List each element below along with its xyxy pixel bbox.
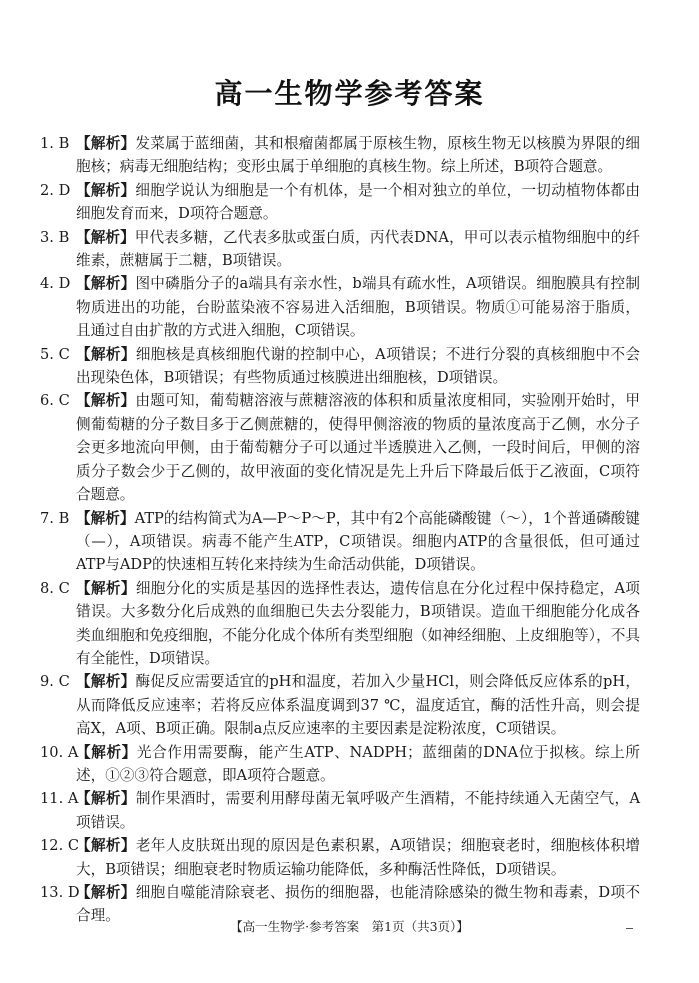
answer-number: 6. C — [40, 392, 70, 410]
analysis-text: ATP的结构简式为A—P～P～P，其中有2个高能磷酸键（～），1个普通磷酸键（—），A项错误。病毒不能产生ATP，C项错误。细胞内ATP的含量很低，但可通过ATP与ADP的快速相互转化来持续为生命活动供能，D项错误。 — [76, 509, 640, 574]
answer-item — [40, 132, 640, 179]
analysis-text: 细胞自噬能清除衰老、损伤的细胞器，也能清除感染的微生物和毒素，D项不合理。 — [76, 884, 640, 925]
analysis-text: 图中磷脂分子的a端具有亲水性，b端具有疏水性，A项错误。细胞膜具有控制物质进出的功能，台盼蓝染液不容易进入活细胞，B项错误。物质①可能易溶于脂质，且通过自由扩散的方式进入细胞，C项错误。 — [76, 275, 640, 340]
answer-number: 3. B — [40, 228, 70, 246]
analysis-tag: 【解析】 — [76, 345, 136, 363]
analysis-tag: 【解析】 — [76, 579, 136, 597]
page-title: 高一生物学参考答案 — [214, 77, 485, 110]
answer-list — [40, 132, 640, 928]
analysis-tag: 【解析】 — [76, 884, 136, 901]
answer-item — [40, 834, 640, 881]
analysis-tag: 【解析】 — [76, 673, 136, 691]
answer-item — [40, 343, 640, 390]
analysis-tag: 【解析】 — [76, 509, 135, 527]
analysis-tag: 【解析】 — [76, 181, 136, 199]
answer-number: 10. A — [40, 743, 79, 761]
answer-item — [40, 670, 640, 740]
analysis-text: 发菜属于蓝细菌，其和根瘤菌都属于原核生物，原核生物无以核膜为界限的细胞核；病毒无细胞结构；变形虫属于单细胞的真核生物。综上所述，B项符合题意。 — [76, 135, 640, 176]
page-footer: 【高一生物学·参考答案 第1页（共3页）】 — [230, 919, 469, 934]
answer-number: 4. D — [40, 275, 71, 293]
answer-item — [40, 272, 640, 342]
analysis-text: 光合作用需要酶，能产生ATP、NADPH；蓝细菌的DNA位于拟核。综上所述，①②③符合题意，即A项符合题意。 — [76, 743, 640, 784]
analysis-tag: 【解析】 — [76, 275, 136, 293]
analysis-tag: 【解析】 — [76, 837, 136, 855]
answer-item — [40, 389, 640, 506]
analysis-text: 细胞核是真核细胞代谢的控制中心，A项错误；不进行分裂的真核细胞中不会出现染色体，B项错误；有些物质通过核膜进出细胞核，D项错误。 — [76, 345, 640, 387]
answer-number: 13. D — [40, 884, 80, 901]
answer-number: 12. C — [40, 837, 80, 855]
answer-number: 1. B — [40, 135, 70, 152]
analysis-tag: 【解析】 — [76, 790, 136, 808]
analysis-tag: 【解析】 — [76, 135, 136, 152]
answer-item — [40, 577, 640, 671]
answer-item — [40, 507, 640, 577]
analysis-text: 由题可知，葡萄糖溶液与蔗糖溶液的体积和质量浓度相同，实验刚开始时，甲侧葡萄糖的分子数目多于乙侧蔗糖的，使得甲侧溶液的物质的量浓度高于乙侧，水分子会更多地流向甲侧，由于葡萄糖分子可以通过半透膜进入乙侧，一段时间后，甲侧的溶质分子数会少于乙侧的，故甲液面的变化情况是先上升后下降最后低于乙液面，C项符合题意。 — [76, 392, 640, 504]
analysis-text: 制作果酒时，需要利用酵母菌无氧呼吸产生酒精，不能持续通入无菌空气，A项错误。 — [76, 790, 640, 831]
answer-number: 5. C — [40, 345, 70, 363]
analysis-text: 细胞分化的实质是基因的选择性表达，遗传信息在分化过程中保持稳定，A项错误。大多数分化后成熟的血细胞已失去分裂能力，B项错误。造血干细胞能分化成各类血细胞和免疫细胞，不能分化成个体所有类型细胞（如神经细胞、上皮细胞等），不具有全能性，D项错误。 — [76, 579, 640, 667]
answer-item — [40, 179, 640, 226]
analysis-tag: 【解析】 — [76, 743, 137, 761]
answer-number: 7. B — [40, 509, 70, 527]
answer-number: 9. C — [40, 673, 70, 691]
analysis-text: 细胞学说认为细胞是一个有机体，是一个相对独立的单位，一切动植物体都由细胞发育而来，D项符合题意。 — [76, 181, 640, 223]
answer-number: 8. C — [40, 579, 70, 597]
analysis-text: 老年人皮肤斑出现的原因是色素积累，A项错误；细胞衰老时，细胞核体积增大，B项错误；细胞衰老时物质运输功能降低，多种酶活性降低，D项错误。 — [76, 837, 640, 878]
corner-mark — [626, 928, 633, 929]
analysis-tag: 【解析】 — [76, 228, 135, 246]
answer-item — [40, 741, 640, 788]
answer-item — [40, 226, 640, 273]
analysis-text: 甲代表多糖，乙代表多肽或蛋白质，丙代表DNA，甲可以表示植物细胞中的纤维素，蔗糖属于二糖，B项错误。 — [76, 228, 640, 270]
analysis-tag: 【解析】 — [76, 392, 136, 410]
answer-number: 11. A — [40, 790, 79, 808]
answer-number: 2. D — [40, 181, 71, 199]
analysis-text: 酶促反应需要适宜的pH和温度，若加入少量HCl，则会降低反应体系的pH，从而降低反应速率；若将反应体系温度调到37 ℃，温度适宜，酶的活性升高，则会提高X，A项、B项正确。限制a点反应速率的主要因素是淀粉浓度，C项错误。 — [76, 673, 640, 738]
answer-item — [40, 787, 640, 834]
